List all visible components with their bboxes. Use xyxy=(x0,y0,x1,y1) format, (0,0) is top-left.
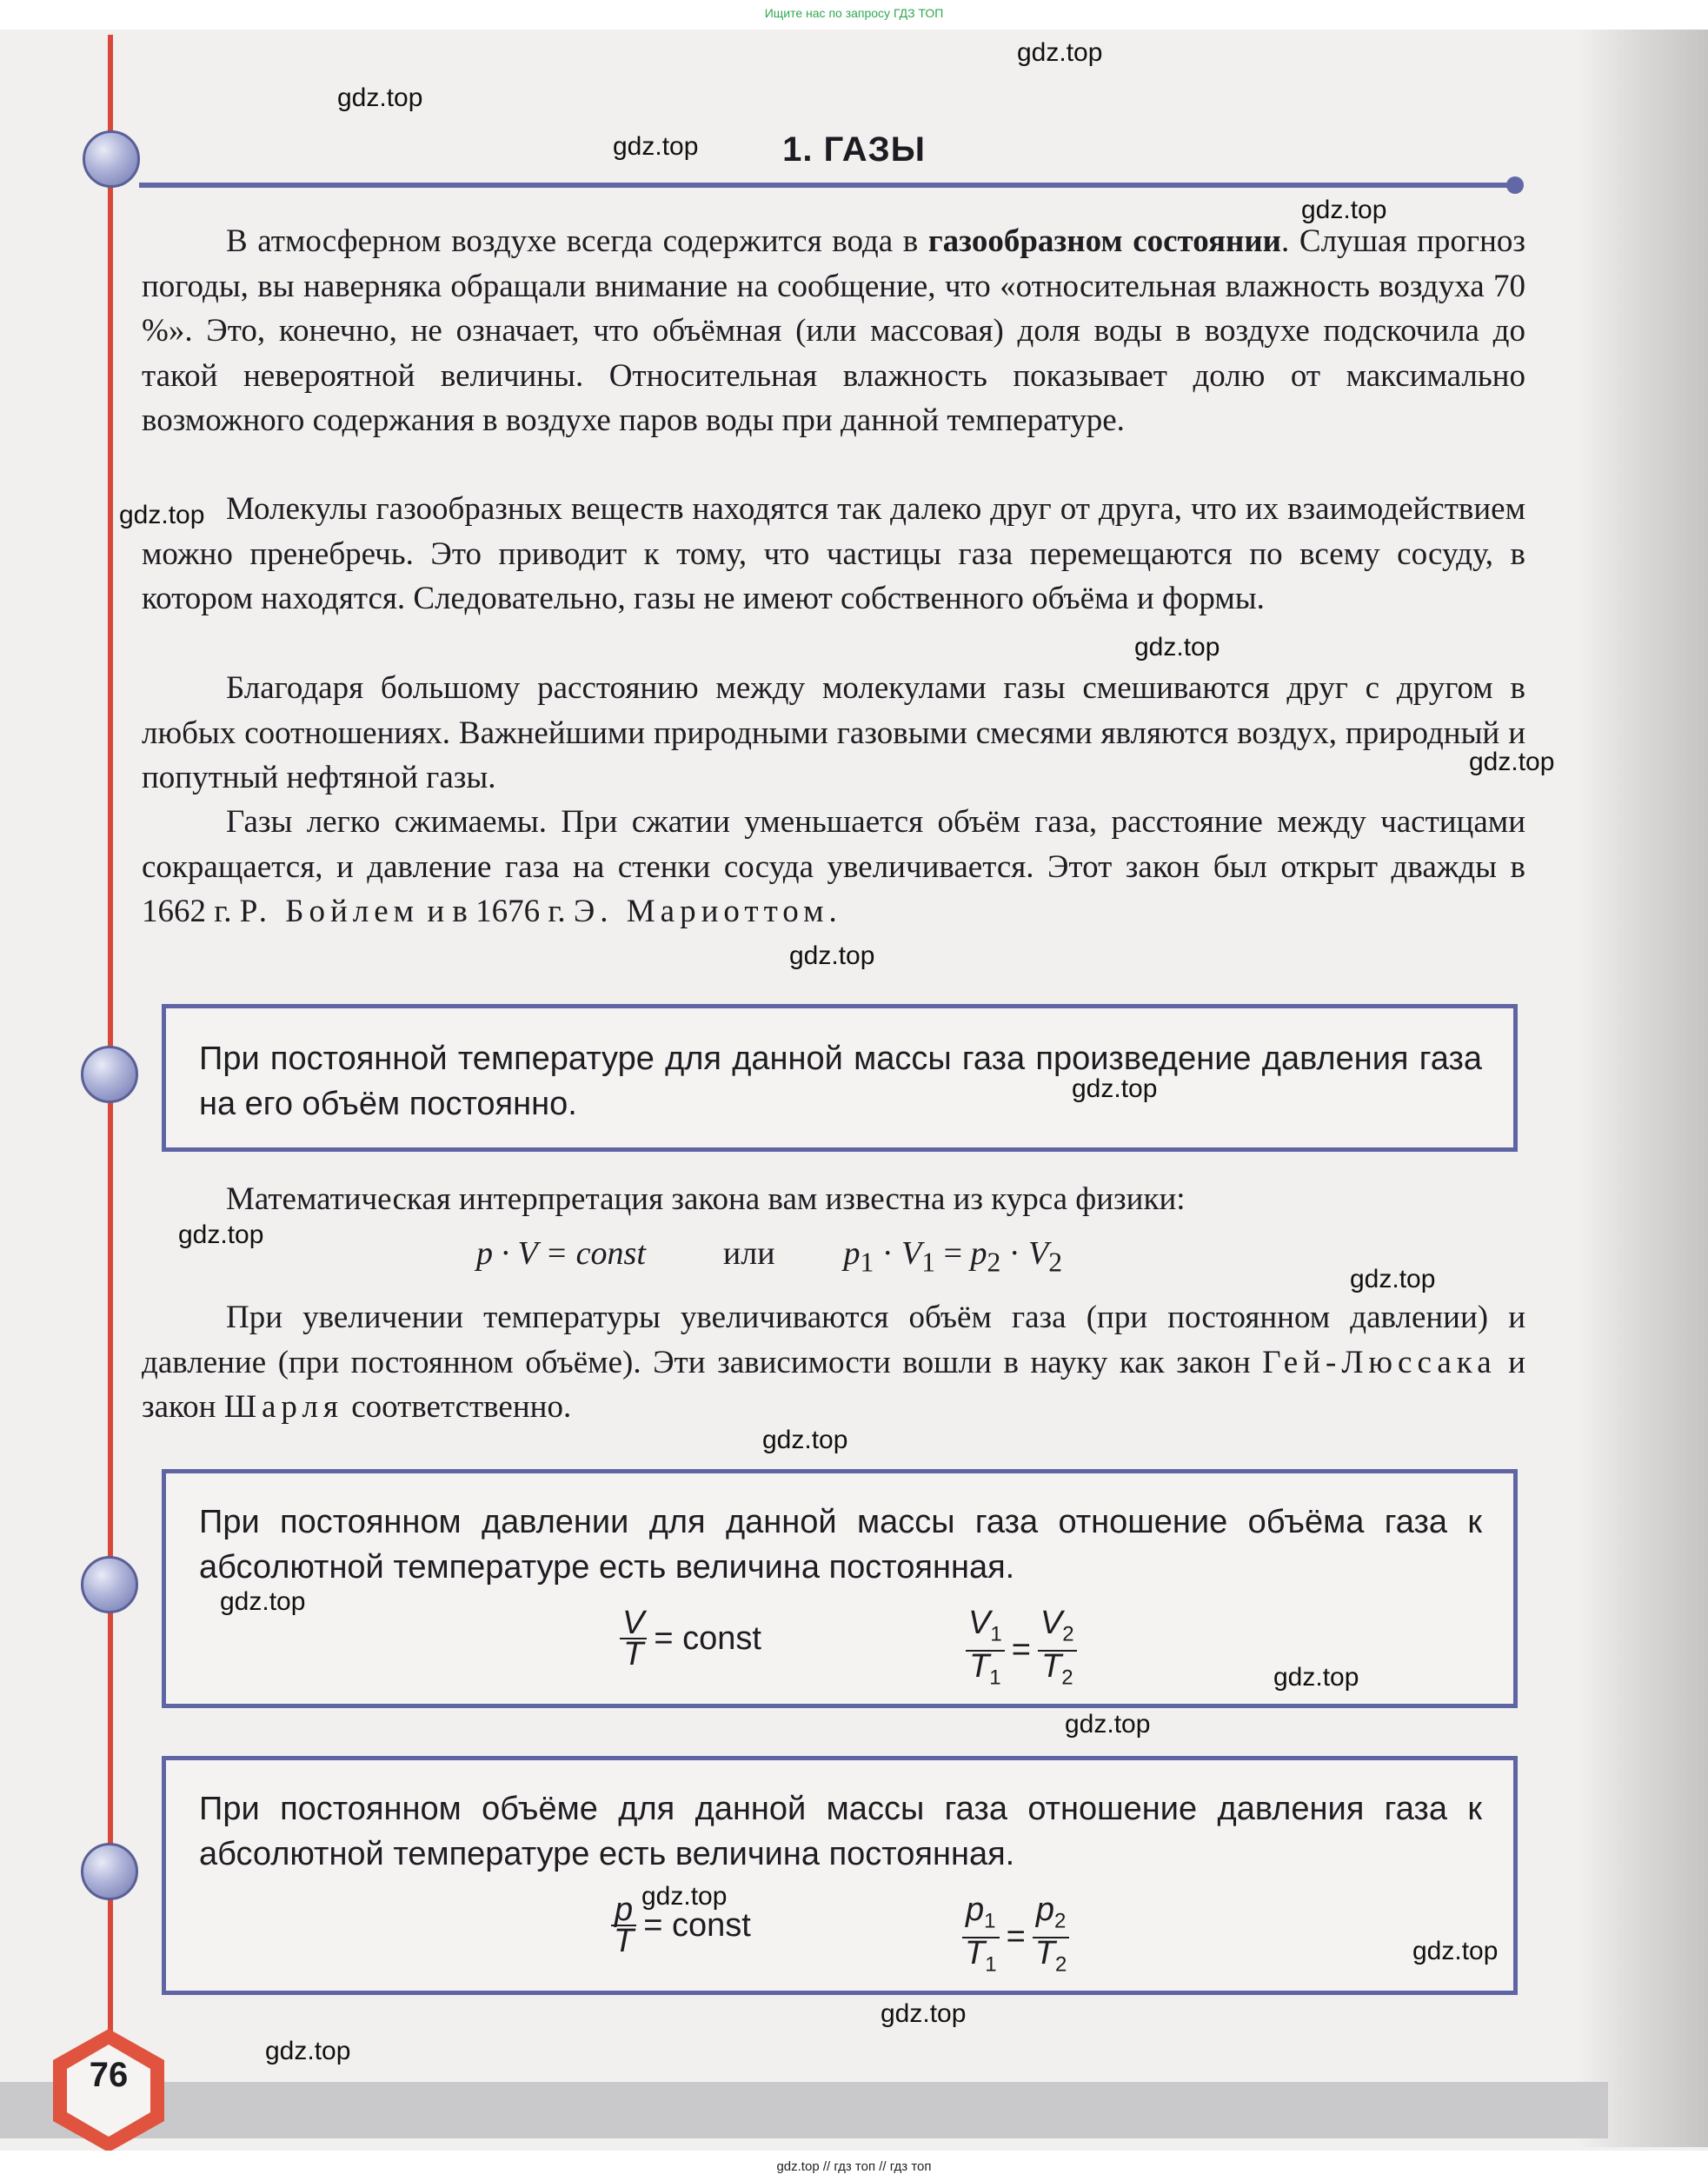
bottom-site-note: gdz.top // гдз топ // гдз топ xyxy=(776,2159,932,2174)
margin-line xyxy=(108,35,113,2051)
numerator: V xyxy=(1040,1605,1063,1641)
watermark: gdz.top xyxy=(178,1220,264,1249)
subscript: 2 xyxy=(1048,1247,1063,1278)
watermark: gdz.top xyxy=(881,1999,967,2028)
paragraph-humidity xyxy=(142,219,1525,443)
paragraph-molecules xyxy=(142,487,1525,622)
watermark: gdz.top xyxy=(1273,1663,1359,1692)
paragraph-text: и закон xyxy=(142,1344,1525,1425)
paragraph-text: . xyxy=(828,894,837,929)
subscript: 2 xyxy=(1055,1952,1067,1977)
subscript: 1 xyxy=(989,1666,1001,1690)
subscript: 1 xyxy=(990,1622,1002,1646)
subscript: 1 xyxy=(860,1247,874,1278)
watermark: gdz.top xyxy=(1412,1937,1499,1965)
denominator: T xyxy=(614,1923,635,1959)
formula-pv-const: p · V = const xyxy=(476,1235,646,1272)
paragraph-text: . Слушая прогноз погоды, вы наверняка обращали внимание на сообщение, что «относительная влажность воздуха 70 %». Это, конечно, не означает, что объёмная (или массовая) доля воды в воздухе подскочила до такой невероятной величины. Относительная влажность показывает долю от максимально возможного содержания в воздухе паров воды при данной температуре. xyxy=(142,223,1525,438)
boyle-formula: p · V = const или $p_1 \cdot V_1 = p_2 \cdot V_2$ xyxy=(476,1235,1063,1278)
paragraph-text: и в 1676 г. xyxy=(419,894,574,929)
top-site-note: Ищите нас по запросу ГДЗ ТОП xyxy=(764,6,944,20)
gay-lussac-node-circle xyxy=(81,1556,138,1613)
paragraph-text: Молекулы газообразных веществ находятся так далеко друг от друга, что их взаимодействием можно пренебречь. Это приводит к тому, что частицы газа перемещаются по всему сосуду, в котором находятся. Следовательно, газы не имеют собственного объёма и формы. xyxy=(142,491,1525,616)
title-rule-end-dot xyxy=(1506,176,1524,194)
watermark: gdz.top xyxy=(613,132,699,161)
bold-term: газообразном состоянии xyxy=(927,223,1282,259)
subscript: 2 xyxy=(987,1247,1001,1278)
formula-p1: p xyxy=(843,1235,861,1272)
numerator: p xyxy=(966,1892,985,1928)
fraction-p1-over-t1 xyxy=(962,1892,1000,1979)
title-rule xyxy=(139,183,1512,188)
scientist-name: Р. Бойлем xyxy=(239,894,420,929)
denominator: T xyxy=(969,1647,990,1685)
paragraph-text: В атмосферном воздухе всегда содержится вода в xyxy=(226,223,928,259)
gay-lussac-law-text: При постоянном давлении для данной массы газа отношение объёма газа к абсолютной температуре есть величина постоянная. xyxy=(199,1504,1482,1586)
formula-const: = const xyxy=(643,1906,751,1944)
fraction-p2-over-t2 xyxy=(1033,1892,1070,1979)
formula-v1: V xyxy=(901,1235,922,1272)
denominator: T xyxy=(1040,1647,1062,1685)
boyle-law-text: При постоянной температуре для данной массы газа произведение давления газа на его объём постоянно. xyxy=(199,1041,1482,1122)
numerator: V xyxy=(620,1608,647,1639)
formula-p2: p xyxy=(970,1235,987,1272)
watermark: gdz.top xyxy=(1072,1074,1158,1103)
subscript: 2 xyxy=(1062,1622,1074,1646)
top-strip xyxy=(0,0,1708,30)
watermark: gdz.top xyxy=(1350,1265,1436,1293)
paragraph-math xyxy=(142,1177,1525,1222)
watermark: gdz.top xyxy=(789,941,875,970)
denominator: T xyxy=(623,1636,644,1672)
subscript: 1 xyxy=(921,1247,936,1278)
watermark: gdz.top xyxy=(641,1882,728,1911)
charles-law-text: При постоянном объёме для данной массы газа отношение давления газа к абсолютной температуре есть величина постоянная. xyxy=(199,1791,1482,1872)
fraction-v1-over-t1 xyxy=(966,1605,1005,1692)
watermark: gdz.top xyxy=(1134,633,1220,662)
paragraph-compression xyxy=(142,800,1525,934)
scientist-name: Э. Мариоттом xyxy=(573,894,829,929)
formula-equals: = xyxy=(943,1235,962,1272)
paragraph-temperature xyxy=(142,1295,1525,1430)
fraction-v2-over-t2 xyxy=(1038,1605,1077,1692)
subscript: 2 xyxy=(1061,1666,1073,1690)
scientist-name: Гей-Люссака xyxy=(1262,1344,1497,1380)
paragraph-text: При увеличении температуры увеличиваются объём газа (при постоянном давлении) и давление (при постоянном объёме). Эти зависимости вошли в науку как закон xyxy=(142,1300,1525,1380)
paragraph-text: соответственно. xyxy=(342,1389,572,1425)
formula-equals: = xyxy=(1011,1632,1031,1669)
fraction-p-over-t xyxy=(611,1892,636,1959)
numerator: V xyxy=(968,1605,991,1641)
paragraph-text: Благодаря большому расстоянию между молекулами газы смешиваются друг с другом в любых соотношениях. Важнейшими природными газовыми смесями являются воздух, природный и попутный нефтяной газы. xyxy=(142,670,1525,795)
subscript: 1 xyxy=(984,1909,996,1933)
paragraph-text: Математическая интерпретация закона вам известна из курса физики: xyxy=(226,1181,1186,1217)
numerator: p xyxy=(1035,1892,1054,1928)
formula-or: или xyxy=(722,1235,775,1272)
watermark: gdz.top xyxy=(119,501,205,529)
gay-lussac-formula-const xyxy=(620,1605,768,1672)
watermark: gdz.top xyxy=(1469,748,1555,776)
boyle-law-box xyxy=(162,1004,1518,1152)
numerator: p xyxy=(611,1895,636,1926)
watermark: gdz.top xyxy=(265,2037,351,2065)
boyle-node-circle xyxy=(81,1046,138,1103)
watermark: gdz.top xyxy=(762,1426,848,1454)
watermark: gdz.top xyxy=(337,83,423,112)
formula-v2: V xyxy=(1027,1235,1049,1272)
charles-formula-ratio xyxy=(962,1892,1069,1979)
denominator: T xyxy=(965,1934,986,1972)
scientist-name: Шарля xyxy=(223,1389,343,1425)
page-number: 76 xyxy=(89,2056,129,2094)
page-shadow xyxy=(1578,26,1708,2147)
gay-lussac-formula-ratio xyxy=(966,1605,1077,1692)
watermark: gdz.top xyxy=(1065,1710,1151,1739)
bottom-gray-band xyxy=(0,2082,1608,2138)
watermark: gdz.top xyxy=(1301,196,1387,224)
charles-node-circle xyxy=(81,1843,138,1900)
watermark: gdz.top xyxy=(220,1587,306,1616)
subscript: 1 xyxy=(985,1952,997,1977)
charles-law-box xyxy=(162,1756,1518,1995)
formula-equals: = xyxy=(1006,1918,1026,1956)
denominator: T xyxy=(1034,1934,1055,1972)
fraction-v-over-t xyxy=(620,1605,647,1672)
section-title: 1. ГАЗЫ xyxy=(782,130,926,169)
paragraph-mixtures xyxy=(142,666,1525,801)
watermark: gdz.top xyxy=(1017,38,1103,67)
paragraph-text: Газы легко сжимаемы. При сжатии уменьшается объём газа, расстояние между частицами сокращается, и давление газа на стенки сосуда увеличивается. Этот закон был открыт дважды в 1662 г. xyxy=(142,804,1525,929)
subscript: 2 xyxy=(1053,1909,1067,1933)
formula-const: = const xyxy=(654,1619,761,1657)
